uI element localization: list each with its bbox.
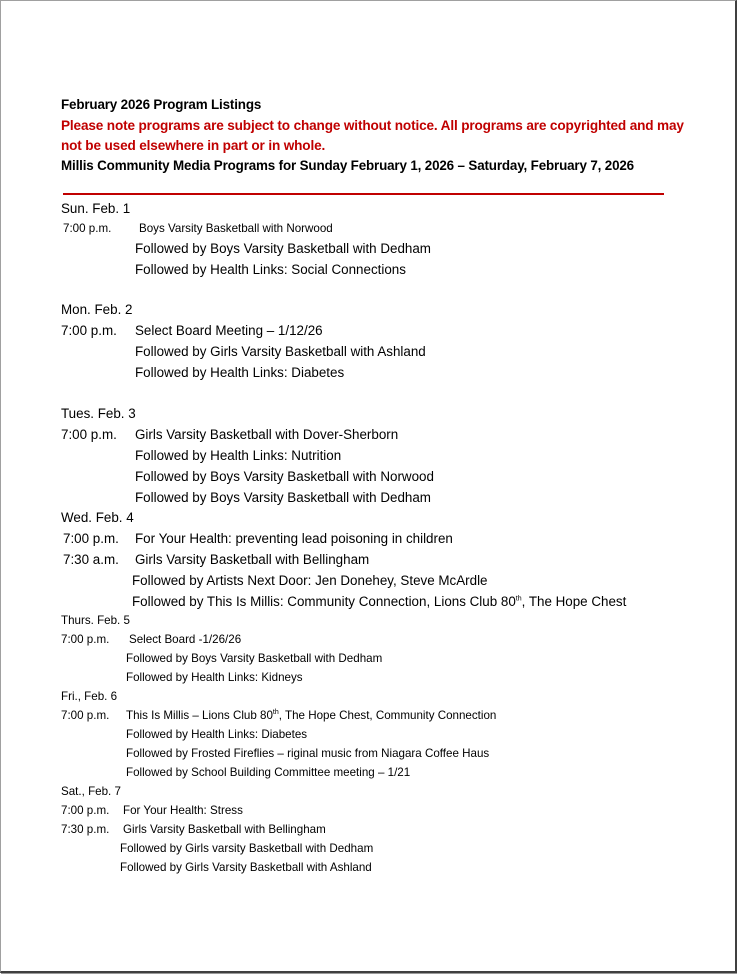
listing-time: 7:00 p.m. — [61, 427, 117, 442]
document-title: February 2026 Program Listings — [61, 97, 262, 112]
listing-program: Girls Varsity Basketball with Bellingham — [123, 823, 326, 836]
day-heading-friday: Fri., Feb. 6 — [61, 690, 118, 703]
listing-program: Select Board Meeting – 1/12/26 — [135, 323, 323, 338]
day-heading-wednesday: Wed. Feb. 4 — [61, 510, 134, 525]
day-heading-sunday: Sun. Feb. 1 — [61, 201, 131, 216]
listing-program: Followed by Health Links: Nutrition — [135, 448, 342, 463]
program-text: Followed by This Is Millis: Community Connection, Lions Club 80 — [132, 594, 516, 609]
listing-program — [132, 594, 626, 609]
listing-program: Followed by Girls varsity Basketball with Dedham — [120, 842, 374, 855]
program-text: This Is Millis – Lions Club 80 — [126, 709, 273, 722]
listing-program: Followed by Boys Varsity Basketball with Dedham — [135, 490, 431, 505]
listing-program — [126, 709, 496, 722]
day-heading-monday: Mon. Feb. 2 — [61, 302, 133, 317]
listing-time: 7:30 a.m. — [63, 552, 119, 567]
listing-time: 7:00 p.m. — [63, 222, 112, 235]
listing-program: Followed by Health Links: Social Connections — [135, 262, 406, 277]
listing-program: Girls Varsity Basketball with Dover-Sherborn — [135, 427, 399, 442]
listing-program: Followed by School Building Committee meeting – 1/21 — [126, 766, 411, 779]
listing-time: 7:00 p.m. — [61, 709, 110, 722]
day-heading-tuesday: Tues. Feb. 3 — [61, 406, 136, 421]
listing-program: Girls Varsity Basketball with Bellingham — [135, 552, 370, 567]
listing-program: Followed by Boys Varsity Basketball with Dedham — [126, 652, 383, 665]
program-text-after: , The Hope Chest, Community Connection — [278, 709, 497, 722]
listing-program: Followed by Health Links: Diabetes — [135, 365, 345, 380]
listing-program: Followed by Health Links: Diabetes — [126, 728, 308, 741]
red-divider — [63, 193, 664, 195]
day-heading-thursday: Thurs. Feb. 5 — [61, 614, 130, 627]
listing-program: Followed by Girls Varsity Basketball with Ashland — [135, 344, 426, 359]
listing-time: 7:30 p.m. — [61, 823, 110, 836]
listing-time: 7:00 p.m. — [61, 804, 110, 817]
listing-time: 7:00 p.m. — [61, 323, 117, 338]
day-heading-saturday: Sat., Feb. 7 — [61, 785, 121, 798]
notice-line-2: not be used elsewhere in part or in whole. — [61, 138, 326, 153]
listing-program: Boys Varsity Basketball with Norwood — [139, 222, 333, 235]
schedule-subtitle: Millis Community Media Programs for Sunday February 1, 2026 – Saturday, February 7, 2026 — [61, 158, 634, 173]
ordinal-suffix: th — [272, 709, 279, 717]
listing-time: 7:00 p.m. — [61, 633, 110, 646]
listing-program: Followed by Artists Next Door: Jen Donehey, Steve McArdle — [132, 573, 488, 588]
listing-program: For Your Health: preventing lead poisoning in children — [135, 531, 453, 546]
listing-program: Followed by Boys Varsity Basketball with Dedham — [135, 241, 431, 256]
listing-program: Followed by Boys Varsity Basketball with Norwood — [135, 469, 434, 484]
listing-program: Followed by Frosted Fireflies – riginal music from Niagara Coffee Haus — [126, 747, 490, 760]
ordinal-suffix: th — [515, 595, 522, 603]
notice-line-1: Please note programs are subject to change without notice. All programs are copyrighted and may — [61, 118, 684, 133]
listing-program: Followed by Health Links: Kidneys — [126, 671, 303, 684]
listing-program: Select Board -1/26/26 — [129, 633, 242, 646]
listing-program: Followed by Girls Varsity Basketball with Ashland — [120, 861, 372, 874]
program-text-after: , The Hope Chest — [521, 594, 627, 609]
listing-time: 7:00 p.m. — [63, 531, 119, 546]
listing-row — [63, 222, 111, 235]
listing-program: For Your Health: Stress — [123, 804, 243, 817]
